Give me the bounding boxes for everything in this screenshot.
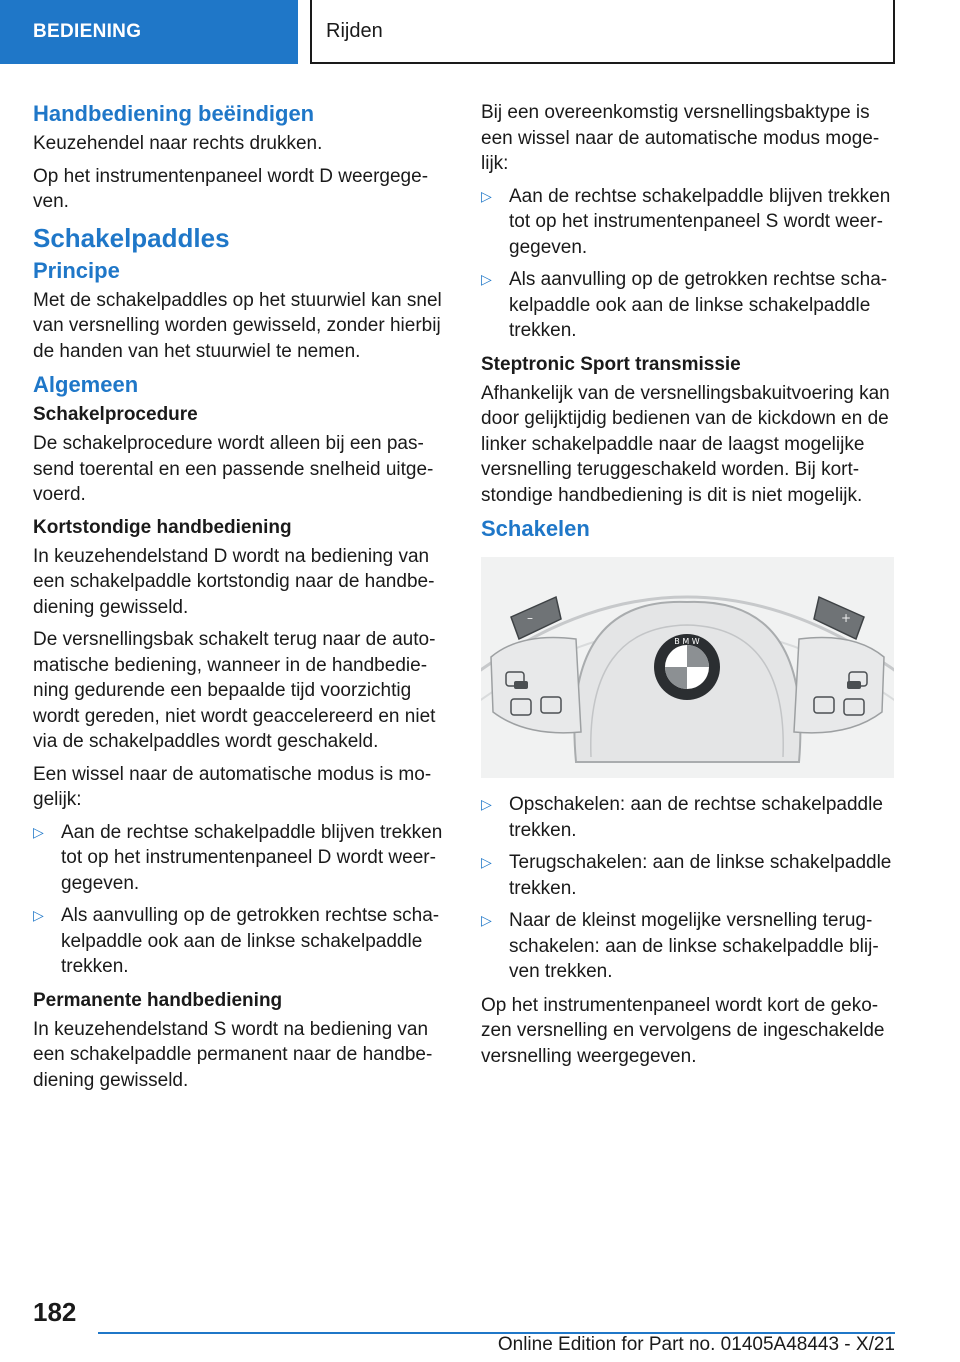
subheading-schakelprocedure: Schakelprocedure [33,404,198,425]
list-item-text: Als aanvulling op de getrokken rechtse schakelpaddle ook aan de linkse schakelpaddle trekken. [61,905,440,977]
subheading-kortstondige-handbediening: Kortstondige handbediening [33,516,292,538]
right-button-4 [847,681,861,689]
left-button-4 [514,681,528,689]
steering-wheel-svg [481,557,894,778]
triangle-right-icon: ▷ [481,854,492,870]
list-item [481,184,894,261]
section-tab [0,0,298,64]
paragraph: In keuzehendelstand D wordt na bediening van een schakelpaddle kortstondig naar de handbediening gewisseld. [33,545,435,618]
heading-algemeen: Algemeen [33,372,139,397]
heading-schakelpaddles: Schakelpaddles [33,222,230,253]
heading-handbediening-beeindigen: Handbediening beëindigen [33,101,315,126]
list-item-text: Aan de rechtse schakelpaddle blijven trekken tot op het instrumentenpaneel D wordt weergegeven. [61,821,443,894]
bullet-list [481,184,894,344]
edition-text: Online Edition for Part no. 01405A48443 - X/21 [497,1334,895,1355]
list-item [481,792,894,843]
chapter-label: Rijden [326,19,383,42]
list-item-text: Naar de kleinst mogelijke versnelling terugschakelen: aan de linkse schakelpaddle blijven trekken. [509,910,879,982]
paragraph: Afhankelijk van de versnellingsbakuitvoering kan door gelijktijdig bedienen van de kickdown en de linker schakelpaddle naar de laagst mogelijke versnelling teruggeschakeld worden. Bij kortstondige handbediening is dit is niet mogelijk. [481,382,890,506]
paragraph: De versnellingsbak schakelt terug naar de automatische bediening, wanneer in de handbediening gedurende een bepaalde tijd voorzichtig wordt gereden, niet wordt geaccelereerd en niet via de schakelpaddles wordt geschakeld. [33,629,436,752]
paragraph: In keuzehendelstand S wordt na bediening van een schakelpaddle permanent naar de handbediening gewisseld. [33,1018,433,1091]
paragraph: Een wissel naar de automatische modus is mogelijk: [33,763,432,810]
steering-wheel-illustration [481,557,894,778]
list-item [33,820,446,897]
triangle-right-icon: ▷ [481,796,492,812]
list-item [481,908,894,985]
triangle-right-icon: ▷ [33,907,44,923]
triangle-right-icon: ▷ [33,823,44,840]
subheading-permanente-handbediening: Permanente handbediening [33,989,283,1011]
heading-principe: Principe [33,257,120,283]
list-item [33,903,446,980]
paragraph: Bij een overeenkomstig versnellingsbaktype is een wissel naar de automatische modus mogelijk: [481,102,880,174]
subheading-steptronic-sport: Steptronic Sport transmissie [481,353,741,375]
bullet-list [481,792,894,985]
list-item [481,850,894,901]
paragraph: Op het instrumentenpaneel wordt kort de gekozen versnelling en vervolgens de ingeschakelde versnelling weergegeven. [481,994,885,1067]
triangle-right-icon: ▷ [481,187,492,204]
bullet-list [33,820,446,980]
list-item-text: Terugschakelen: aan de linkse schakelpaddle trekken. [509,852,892,899]
paragraph: Met de schakelpaddles op het stuurwiel kan snel van versnelling worden gewisseld, zonder hierbij de handen van het stuurwiel te nemen. [33,289,442,362]
list-item [481,267,894,344]
right-column [481,100,894,1076]
triangle-right-icon: ▷ [481,271,492,287]
list-item-text: Als aanvulling op de getrokken rechtse schakelpaddle ook aan de linkse schakelpaddle trekken. [509,269,888,341]
left-column [33,100,446,1100]
logo-text: B M W [674,637,700,646]
section-label: BEDIENING [33,21,142,42]
paragraph: Keuzehendel naar rechts drukken. [33,133,323,154]
heading-schakelen: Schakelen [481,516,590,541]
paddle-minus-label: – [527,611,533,625]
list-item-text: Aan de rechtse schakelpaddle blijven trekken tot op het instrumentenpaneel S wordt weergegeven. [509,185,891,258]
paragraph: De schakelprocedure wordt alleen bij een passend toerental en een passende snelheid uitgevoerd. [33,433,434,505]
paragraph: Op het instrumentenpaneel wordt D weergegeven. [33,165,429,212]
chapter-header [310,0,895,64]
list-item-text: Opschakelen: aan de rechtse schakelpaddle trekken. [509,794,883,841]
page-number: 182 [33,1297,77,1327]
triangle-right-icon: ▷ [481,912,492,928]
paddle-plus-label: + [841,611,852,625]
